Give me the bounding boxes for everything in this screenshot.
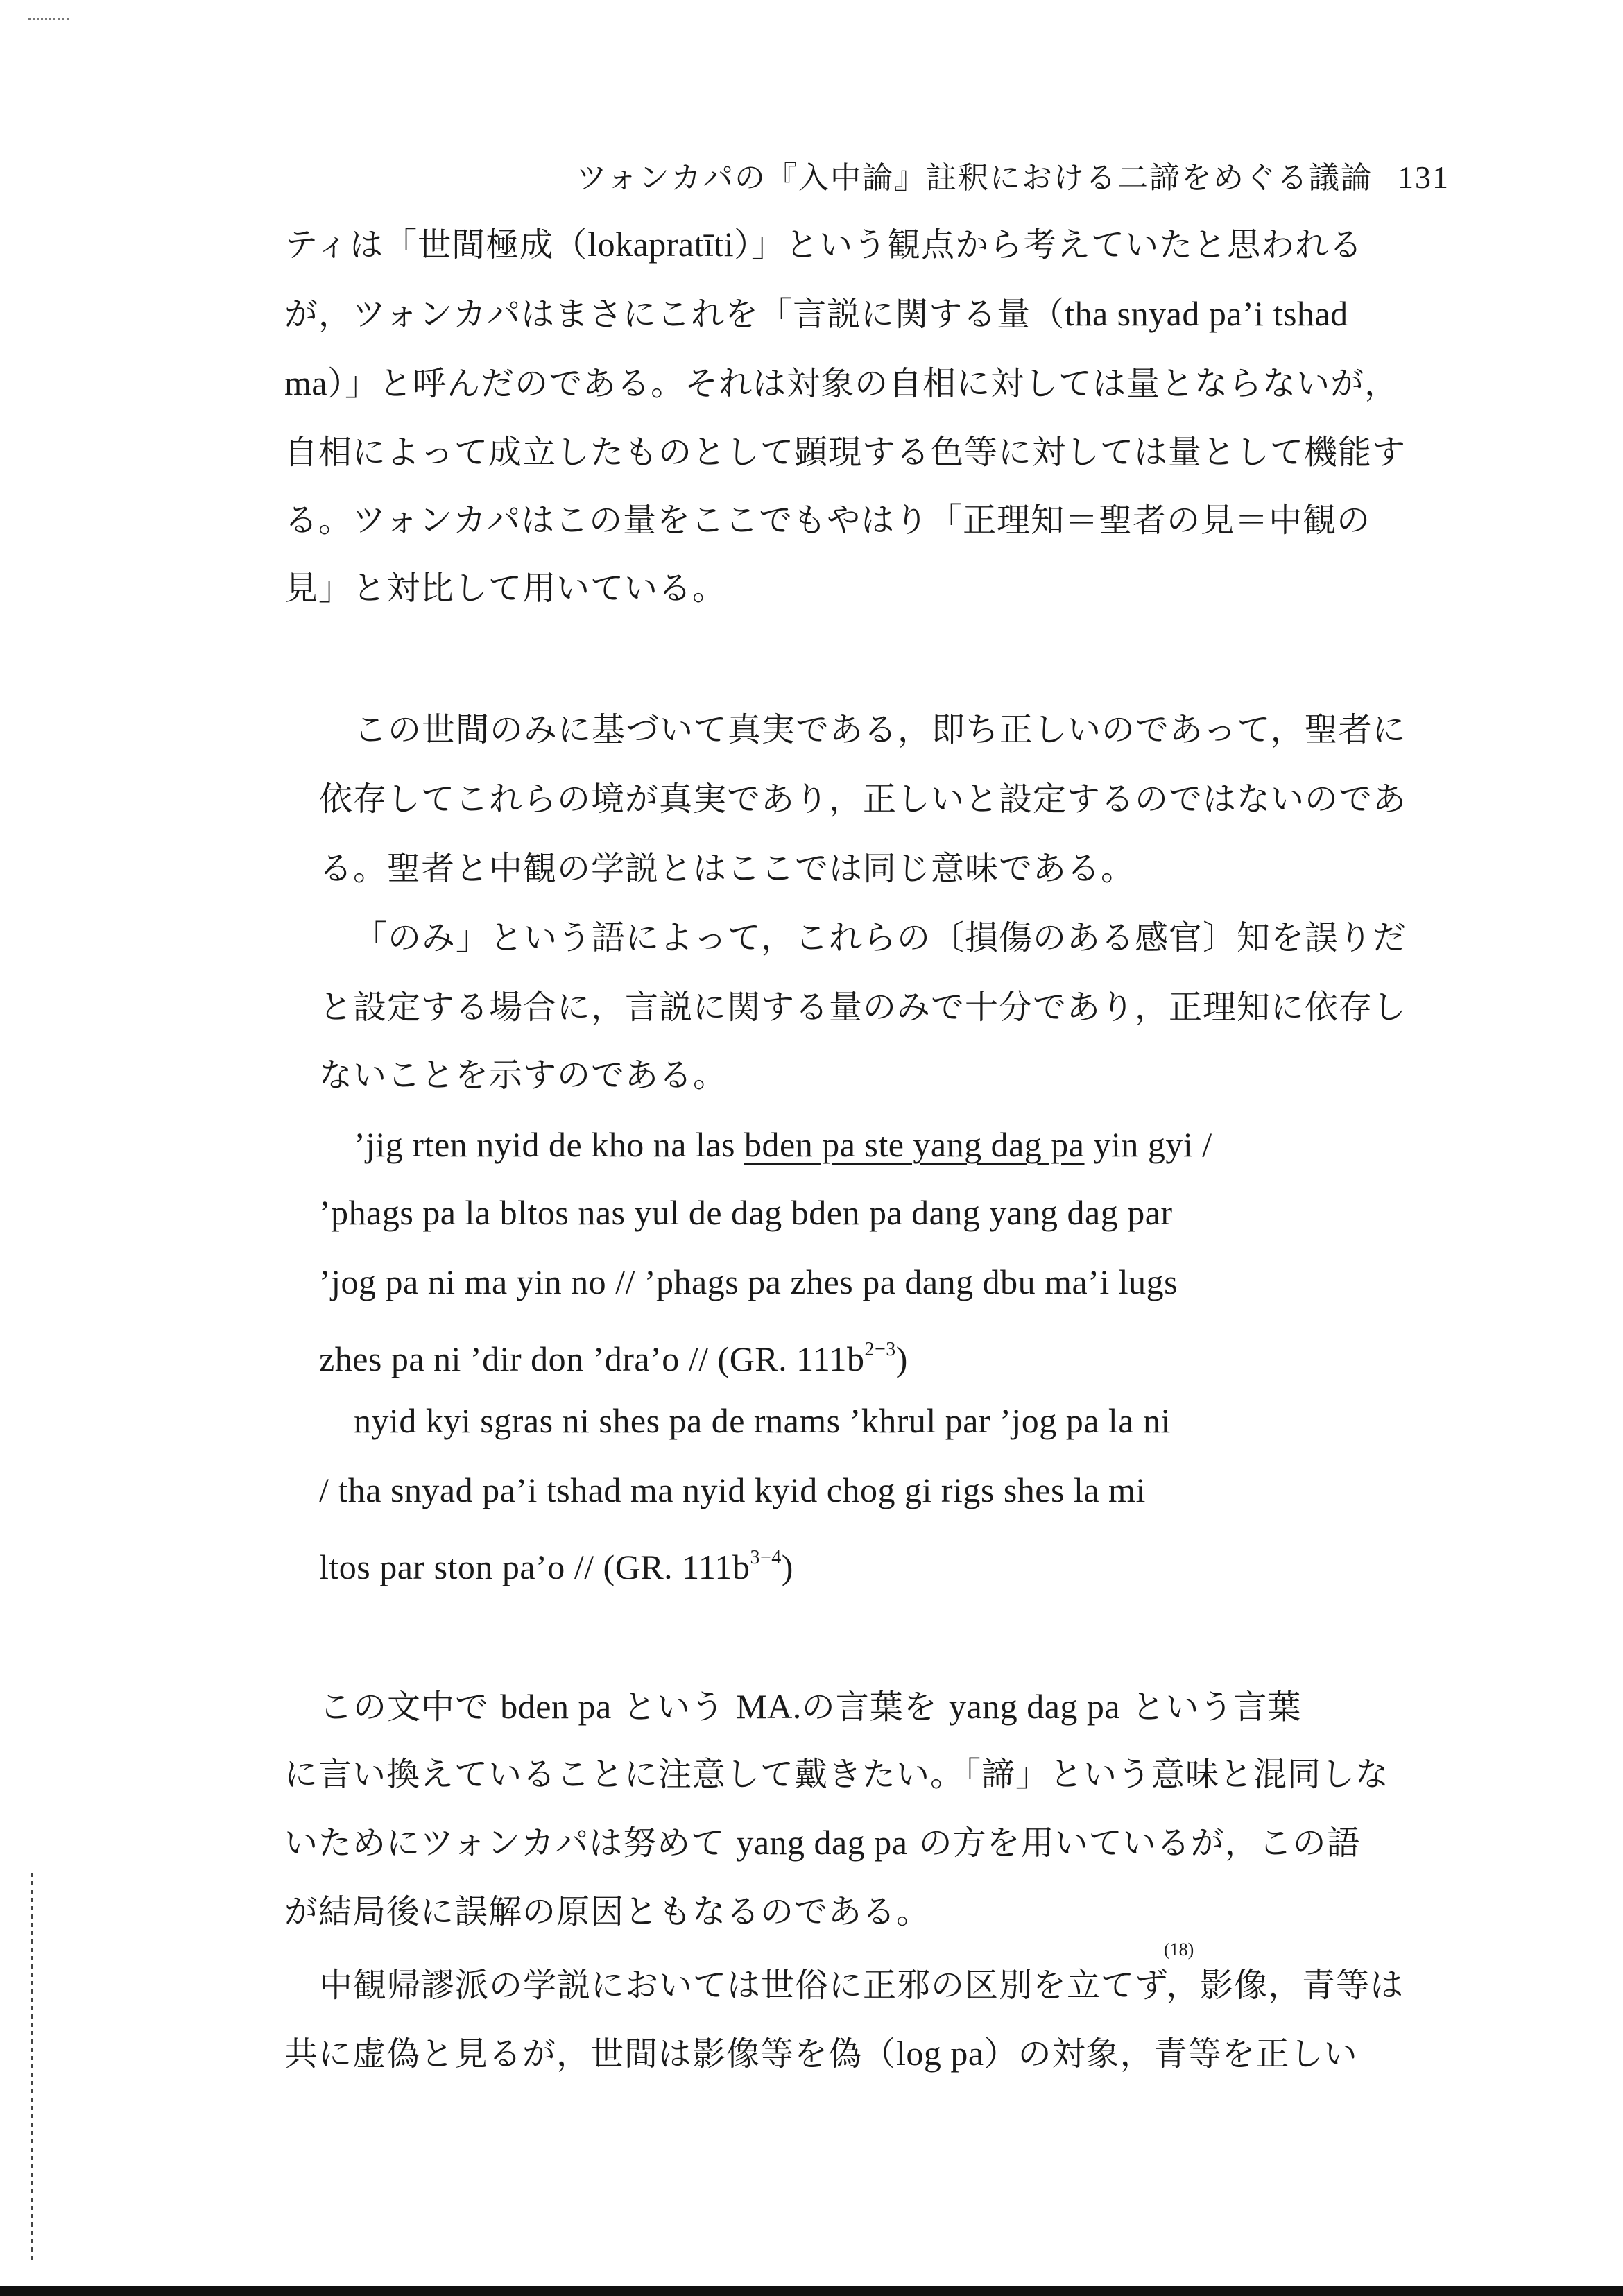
scan-edge-marks [31, 1873, 33, 2261]
text-run: yin gyi / [1084, 1125, 1212, 1164]
tibetan-line2: ’phags pa la bltos nas yul de dag bden pa dang yang dag par [319, 1193, 1173, 1232]
text-run-roman: yang dag pa [949, 1687, 1121, 1726]
page-number: 131 [1398, 160, 1450, 195]
note-reference: (18) [1164, 1939, 1194, 1960]
tibetan-line7 [319, 1537, 1477, 1588]
text-run: この文中で [319, 1688, 501, 1727]
tibetan-line3: ’jog pa ni ma yin no // ’phags pa zhes pa dang dbu ma’i lugs [319, 1262, 1178, 1301]
translation-line2: 依存してこれらの境が真実であり，正しいと設定するのではないのであ [319, 780, 1407, 819]
tibetan-line1 [354, 1124, 1443, 1165]
translation-line5: と設定する場合に，言説に関する量のみで十分であり，正理知に依存し [319, 988, 1407, 1027]
text-run: ）」と呼んだのである。それは対象の自相に対しては量とならないが， [327, 364, 1399, 403]
text-run: ) [781, 1548, 793, 1586]
paragraph2-line4: が結局後に誤解の原因ともなるのである。 [284, 1892, 931, 1931]
text-run: いためにツォンカパは努めて [284, 1824, 737, 1862]
text-run: という言葉 [1120, 1688, 1302, 1727]
paragraph1-line1 [284, 223, 1443, 266]
superscript: 2−3 [864, 1339, 896, 1360]
paragraph1-line4: 自相によって成立したものとして顕現する色等に対しては量として機能す [284, 433, 1407, 472]
text-run: の言葉を [801, 1688, 950, 1727]
text-run: ltos par ston pa’o // (GR. 111b [319, 1548, 750, 1586]
text-run: の方を用いているが，この語 [907, 1824, 1361, 1862]
text-run-roman: yang dag pa [736, 1823, 908, 1862]
translation-line3: る。聖者と中観の学説とはここでは同じ意味である。 [319, 849, 1135, 888]
text-run: ’jig rten nyid de kho na las [354, 1125, 744, 1164]
paragraph1-line3 [284, 362, 1443, 404]
paragraph2-line1 [319, 1686, 1477, 1728]
text-run: という [611, 1688, 737, 1727]
translation-line6: ないことを示すのである。 [319, 1056, 728, 1095]
text-run: が，ツォンカパはまさにこれを「言説に関する量（ [284, 295, 1065, 334]
translation-line4: 「のみ」という語によって，これらの〔損傷のある感官〕知を誤りだ [354, 918, 1407, 957]
text-run: zhes pa ni ’dir don ’dra’o // (GR. 111b [319, 1339, 865, 1378]
paragraph3-line2 [284, 2032, 1443, 2075]
text-run-roman: lokapratīti [587, 225, 735, 264]
tibetan-line4 [319, 1329, 1477, 1380]
translation-line1: この世間のみに基づいて真実である，即ち正しいのであって，聖者に [354, 710, 1407, 749]
text-run-roman: ma [284, 363, 328, 402]
text-run-roman: tha snyad pa’i tshad [1065, 294, 1348, 333]
paragraph3-line1: 中観帰謬派の学説においては世俗に正邪の区別を立てず，影像，青等は [319, 1966, 1405, 2005]
paragraph1-line2 [284, 293, 1443, 335]
tibetan-line5: nyid kyi sgras ni shes pa de rnams ’khrul par ’jog pa la ni [354, 1401, 1171, 1440]
text-run: ）」という観点から考えていたと思われる [734, 225, 1364, 264]
text-run-roman: bden pa [500, 1687, 612, 1726]
paragraph1-line5: る。ツォンカパはこの量をここでもやはり「正理知＝聖者の見＝中観の [284, 501, 1371, 540]
tibetan-line6: / tha snyad pa’i tshad ma nyid kyid chog gi rigs shes la mi [319, 1471, 1146, 1509]
text-run-roman: log pa [896, 2034, 984, 2073]
text-run-roman: MA. [736, 1687, 802, 1726]
text-run: 共に虚偽と見るが，世間は影像等を偽（ [284, 2034, 897, 2073]
underlined-phrase: bden pa ste yang dag pa [744, 1125, 1085, 1164]
text-run: ) [895, 1339, 908, 1378]
scan-corner-mark [28, 18, 69, 48]
paragraph2-line3 [284, 1822, 1443, 1864]
paragraph1-line6: 見」と対比して用いている。 [284, 569, 727, 608]
text-run: ）の対象，青等を正しい [984, 2034, 1358, 2073]
superscript: 3−4 [750, 1547, 782, 1568]
running-title: ツォンカパの『入中論』註釈における二諦をめぐる議論 [576, 160, 1373, 196]
text-run: ティは「世間極成（ [284, 225, 588, 264]
paragraph2-line2: に言い換えていることに注意して戴きたい。「諦」という意味と混同しな [284, 1755, 1390, 1794]
running-header [576, 153, 1450, 197]
scan-bottom-edge [0, 2286, 1623, 2296]
